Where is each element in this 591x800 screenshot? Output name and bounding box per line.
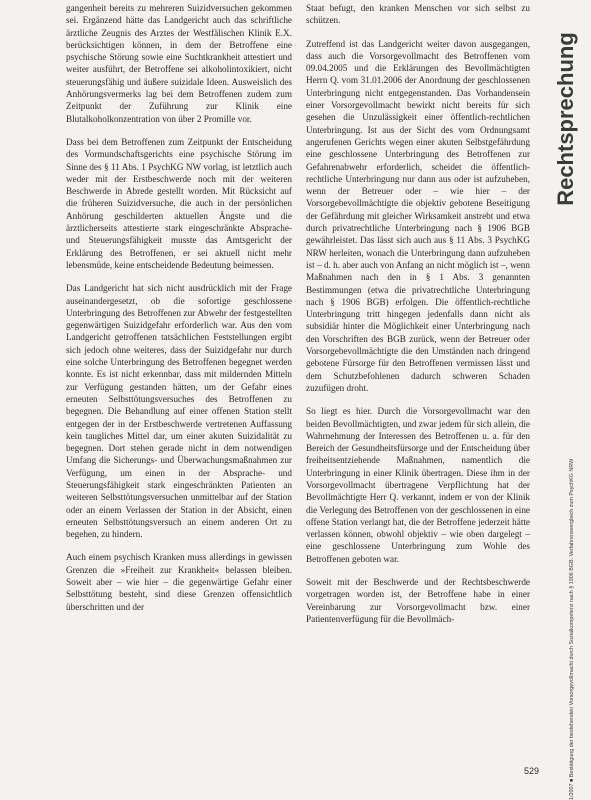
left-text-column <box>66 2 292 624</box>
paragraph: Zutreffend ist das Landgericht weiter davon ausgegangen, dass auch die Vorsorgevollmacht des Betroffenen vom 09.04.2005 und die Erklärungen des Bevollmächtigten Herrn Q. vom 31.01.2006 der Anordnung der geschlossenen Unterbringung nicht entgegenstanden. Das Vorhandensein einer Vorsorgevollmacht bewirkt nicht bereits für sich gesehen die Unzulässigkeit einer öffentlich-rechtlichen Unterbringung. Ist aus der Sicht des vom Ordnungsamt angerufenen Gerichts wegen einer akuten Selbstgefährdung eine geschlossene Unterbringung des Betroffenen zur Gefahrenabwehr erforderlich, scheidet die öffentlich-rechtliche Unterbringung nur dann aus oder ist aufzuheben, wenn der Betreuer oder – wie hier – der Vorsorgebevollmächtigte die objektiv gebotene Beseitigung der Gefährdung mit gleicher Wirksamkeit anstrebt und etwa durch privatrechtliche Unterbringung nach § 1906 BGB gewährleistet. Das lässt sich auch aus § 11 Abs. 3 PsychKG NRW herleiten, wonach die Unterbringung dann aufzuheben ist – d. h. aber auch von Anfang an nicht möglich ist –, wenn Maßnahmen nach den in § 1 Abs. 3 genannten Bestimmungen (etwa die privatrechtliche Unterbringung nach § 1906 BGB) erfolgen. Die öffentlich-rechtliche Unterbringung tritt hingegen jedenfalls dann nicht als subsidiär hinter die Möglichkeit einer Unterbringung nach den Vorschriften des BGB zurück, wenn der Betreuer oder Vorsorgebevollmächtigte die den Umständen nach dringend gebotene Fürsorge für den Betroffenen vermissen lässt und dem Schutzbefohlenen dadurch schweren Schaden zuzufügen droht. <box>306 38 530 393</box>
paragraph: Staat befugt, den kranken Menschen vor sich selbst zu schützen. <box>306 3 530 26</box>
page-number: 529 <box>524 766 540 776</box>
right-text-column <box>306 2 530 636</box>
paragraph: Soweit mit der Beschwerde und der Rechtsbeschwerde vorgetragen worden ist, der Betroffene habe in einer Vereinbarung zur Vorsorgevollmacht bzw. einer Patientenverfügung für die Bevollmäch- <box>306 577 530 624</box>
section-label: Rechtsprechung <box>553 32 578 206</box>
paragraph: gangenheit bereits zu mehreren Suizidversuchen gekommen sei. Ergänzend hätte das Landgericht auch das schriftliche ärztliche Zeugnis des Arztes der Westfälischen Klinik E.X. berücksichtigen können, in dem der Betroffene eine psychische Störung sowie eine Suchtkrankheit attestiert und weiter ausführt, der Betroffene sei alkoholintoxikiert, nicht steuerungsfähig und äußere suizidale Ideen. Ausweislich des Anhörungsvermerks lag bei dem Betroffenen zudem zum Zeitpunkt der Zuführung zur Klinik eine Blutalkoholkonzentration von über 2 Promille vor. <box>66 3 292 124</box>
paragraph: Dass bei dem Betroffenen zum Zeitpunkt der Entscheidung des Vormundschaftsgerichts eine psychische Störung im Sinne des § 11 Abs. 1 PsychKG NW vorlag, ist letztlich auch weder mit der Erstbeschwerde noch mit der weiteren Beschwerde in Abrede gestellt worden. Mit Rücksicht auf die früheren Suizidversuche, die auch in der persönlichen Anhörung geschilderten aktuellen Ängste und die ärztlicherseits attestierte stark eingeschränkte Absprache- und Steuerungsfähigkeit musste das Amtsgericht der Erklärung des Betroffenen, er sei aktuell nicht mehr lebensmüde, keine entscheidende Bedeutung beimessen. <box>66 136 292 270</box>
paragraph: Das Landgericht hat sich nicht ausdrücklich mit der Frage auseinandergesetzt, ob die sofortige geschlossene Unterbringung des Betroffenen zur Abwehr der festgestellten gegenwärtigen Suizidgefahr erforderlich war. Aus den vom Landgericht getroffenen tatsächlichen Feststellungen ergibt sich jedoch ohne weiteres, dass der Suizidgefahr nur durch eine solche Unterbringung des Betroffenen begegnet werden konnte. Es ist nicht erkennbar, dass mit mildernden Mitteln zur Verfügung gestanden hätten, um der Gefahr eines erneuten Selbsttötungsversuches des Betroffenen zu begegnen. Die Behandlung auf einer offenen Station stellt entgegen der in der Erstbeschwerde vertretenen Auffassung kein taugliches Mittel dar, um einer akuten Suizidalität zu begegnen. Dort stehen gerade nicht in dem notwendigen Umfang die Sicherungs- und Überwachungsmaßnahmen zur Verfügung, um einen in der Absprache- und Steuerungsfähigkeit stark eingeschränkten Patienten an weiteren Selbsttötungsversuchen unmittelbar auf der Station oder an einem Verlassen der Station in der Absicht, einen erneuten Selbsttötungsversuch an einem anderen Ort zu begehen, zu hindern. <box>66 283 292 540</box>
paragraph: So liegt es hier. Durch die Vorsorgevollmacht war den beiden Bevollmächtigten, und zwar jedem für sich allein, die Wahrnehmung der Interessen des Betroffenen u. a. für den Bereich der Gesundheitsfürsorge und der Entscheidung über freiheitsentziehende Maßnahmen, namentlich die Unterbringung in einer Klinik übertragen. Diese ihm in der Vorsorgevollmacht übertragene Verpflichtung hat der Bevollmächtigte Herr Q. verkannt, indem er von der Klinik die Verlegung des Betroffenen von der geschlossenen in eine offene Station verlangt hat, die der Betroffene jederzeit hätte verlassen können, obwohl objektiv – wie oben dargelegt – eine geschlossene Unterbringung zum Wohle des Betroffenen geboten war. <box>306 406 530 564</box>
paragraph: Auch einem psychisch Kranken muss allerdings in gewissen Grenzen die »Freiheit zur Krankheit« belassen bleiben. Soweit aber – wie hier – die gegenwärtige Gefahr einer Selbsttötung besteht, sind diese Grenzen offensichtlich überschritten und der <box>66 552 292 612</box>
side-citation-note: 1/2007 ■ Bestätigung der bestehenden Vorsorgevollmacht durch Sozialkompetenz nach § 1906 BGB: Verfahrensvergleich zum PsychKG NRW <box>569 458 575 800</box>
